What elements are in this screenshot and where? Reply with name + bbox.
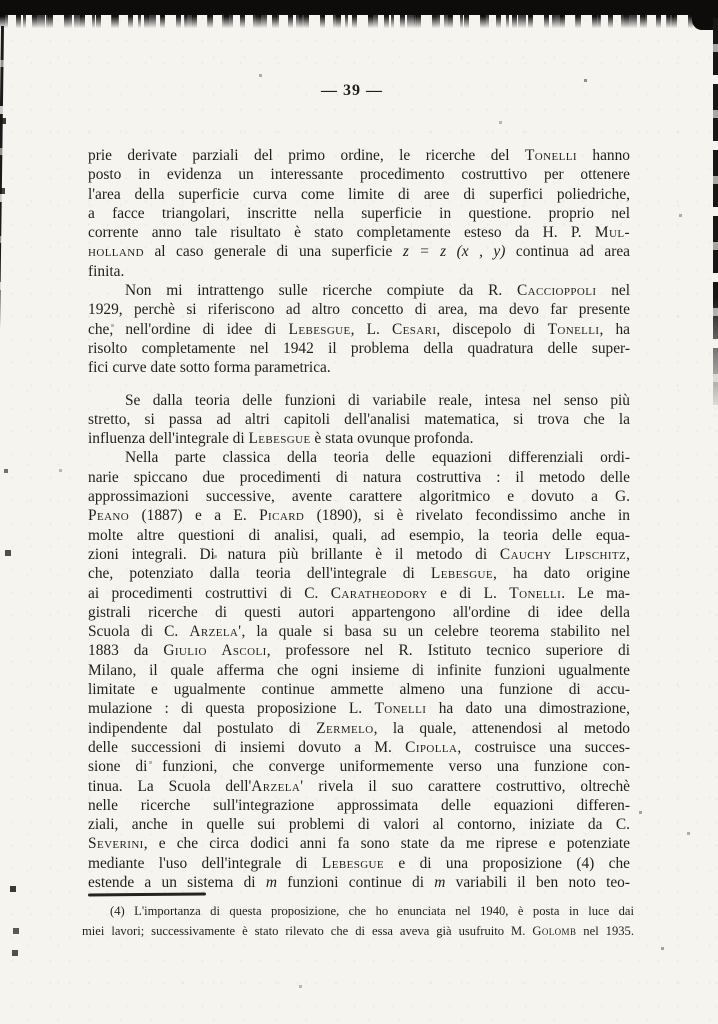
person-name-small-caps: Lebesgue	[321, 854, 385, 872]
scan-artifact-top-band	[0, 0, 718, 15]
text-line: che, potenziato dalla teoria dell'integrale di Lebesgue, ha dato origine	[88, 565, 630, 583]
paragraph	[88, 391, 630, 449]
text-line: zioni integrali. Di natura più brillante è il metodo di Cauchy Lipschitz,	[88, 545, 630, 563]
text-line: prie derivate parziali del primo ordine, le ricerche del Tonelli hanno	[88, 147, 630, 164]
text-line: stretto, si passa ad altri capitoli dell'analisi matematica, si trova che la	[88, 410, 630, 428]
scan-artifact-right-edge	[713, 18, 718, 418]
text-line: a facce triangolari, inscritte nella superficie in questione. proprio nel	[88, 204, 630, 222]
person-name-small-caps: Peano	[88, 507, 130, 525]
text-line: Scuola di C. Arzela', la quale si basa su un celebre teorema stabilito nel	[88, 623, 630, 641]
text-line: Peano (1887) e a E. Picard (1890), si è rivelato fecondissimo anche in	[88, 507, 631, 525]
text-line: 1929, perchè si riferiscono ad altro concetto di area, ma devo far presente	[88, 301, 630, 319]
text-line: ai procedimenti costruttivi di C. Caratheodory e di L. Tonelli. Le ma-	[88, 584, 630, 602]
person-name-small-caps: Tonelli	[374, 700, 427, 718]
text-line: che, nell'ordine di idee di Lebesgue, L. Cesari, discepolo di Tonelli, ha	[88, 320, 630, 338]
person-name-small-caps: Picard	[259, 507, 305, 525]
text-line: influenza dell'integrale di Lebesgue è stata ovunque profonda.	[88, 430, 474, 448]
person-name-small-caps: Lebesgue	[430, 565, 494, 583]
footnote-separator	[88, 892, 206, 896]
text-line: Nella parte classica della teoria delle equazioni differenziali ordi-	[125, 449, 630, 467]
person-name-small-caps: holland	[88, 243, 144, 261]
person-name-small-caps: Mul-	[594, 224, 630, 242]
text-line: risolto completamente nel 1942 il problema della quadratura delle super-	[88, 339, 630, 357]
text-line: posto in evidenza un interessante procedimento costruttivo per ottenere	[88, 166, 630, 184]
person-name-small-caps: Cesari	[391, 320, 437, 338]
person-name-small-caps: Tonelli	[525, 147, 577, 164]
text-line: nelle ricerche sull'integrazione approssimata delle equazioni differen-	[88, 796, 630, 814]
italic-math-expression: m	[265, 873, 277, 891]
text-line: Milano, il quale afferma che ogni insieme di infinite funzioni ugualmente	[88, 661, 630, 679]
scan-speckles	[0, 0, 1, 1]
text-line: approssimazioni successive, avente carattere algoritmico e dovuto a G.	[88, 488, 630, 506]
person-name-small-caps: Caccioppoli	[516, 282, 597, 300]
text-line: corrente anno tale risultato è stato completamente esteso da H. P. Mul-	[88, 224, 630, 242]
paragraph	[88, 281, 630, 377]
page-number: — 39 —	[321, 82, 383, 99]
text-line: Se dalla teoria delle funzioni di variabile reale, intesa nel senso più	[125, 391, 630, 409]
main-text-block	[88, 146, 630, 892]
text-line: estende a un sistema di m funzioni continue di m variabili il ben noto teo-	[88, 873, 630, 891]
text-line: indipendente dal postulato di Zermelo, la quale, attenendosi al metodo	[88, 719, 630, 737]
text-line: Non mi intrattengo sulle ricerche compiute da R. Caccioppoli nel	[125, 282, 630, 300]
text-line: miei lavori; successivamente è stato rilevato che di essa aveva già usufruito M. Golomb nel 1935.	[82, 923, 634, 938]
paragraph	[88, 146, 630, 281]
italic-math-expression: m	[434, 873, 446, 891]
person-name-small-caps: Lebesgue	[288, 320, 351, 338]
scan-artifact-left-edge	[0, 26, 4, 1024]
text-line: fici curve date sotto forma parametrica.	[88, 359, 331, 377]
text-line: 1883 da Giulio Ascoli, professore nel R. Istituto tecnico superiore di	[88, 642, 630, 660]
text-line: finita.	[88, 262, 125, 280]
text-line: sione di funzioni, che converge uniformemente verso una funzione con-	[88, 758, 630, 776]
text-line: mediante l'uso dell'integrale di Lebesgue e di una proposizione (4) che	[88, 854, 630, 872]
text-line: tinua. La Scuola dell'Arzela' rivela il suo carattere costruttivo, oltrechè	[88, 777, 630, 795]
person-name-small-caps: Cipolla	[405, 738, 458, 756]
text-line: (4) L'importanza di questa proposizione, che ho enunciata nel 1940, è posta in luce dai	[110, 904, 634, 918]
text-line: holland al caso generale di una superficie z = z (x , y) continua ad area	[88, 243, 630, 261]
text-line: Severini, e che circa dodici anni fa sono state da me riprese e potenziate	[88, 835, 630, 853]
person-name-small-caps: Caratheodory	[330, 584, 428, 602]
person-name-small-caps: Zermelo	[316, 719, 374, 737]
text-line: mulazione : di questa proposizione L. Tonelli ha dato una dimostrazione,	[88, 700, 630, 718]
text-line: delle successioni di insiemi dovuto a M. Cipolla, costruisce una succes-	[88, 738, 630, 756]
person-name-small-caps: Lebesgue	[248, 430, 311, 448]
footnote-block	[82, 902, 634, 941]
person-name-small-caps: Tonelli	[547, 320, 600, 338]
person-name-small-caps: Tonelli	[509, 584, 562, 602]
paragraph	[88, 448, 630, 892]
person-name-small-caps: Giulio Ascoli	[163, 642, 267, 660]
text-line: ziali, anche in quelle sui problemi di valori al contorno, iniziate da C.	[88, 816, 630, 834]
person-name-small-caps: Arzela'	[189, 623, 242, 641]
person-name-small-caps: Cauchy Lipschitz	[499, 545, 627, 563]
text-line: gistrali ricerche di questi autori appartengono all'ordine di idee della	[88, 603, 630, 621]
text-line: l'area della superficie curva come limite di aree di superfici poliedriche,	[88, 185, 630, 203]
text-line: narie spiccano due procedimenti di natura costruttiva : il metodo delle	[88, 468, 630, 486]
person-name-small-caps: Severini	[88, 835, 144, 853]
person-name-small-caps: Arzela'	[251, 777, 304, 795]
text-line: limitate e ugualmente continue ammette almeno una funzione di accu-	[88, 681, 630, 699]
person-name-small-caps: Golomb	[532, 923, 577, 938]
italic-math-expression: z = z (x , y)	[402, 243, 506, 261]
text-line: molte altre questioni di analisi, quali, ad esempio, la teoria delle equa-	[88, 526, 630, 544]
